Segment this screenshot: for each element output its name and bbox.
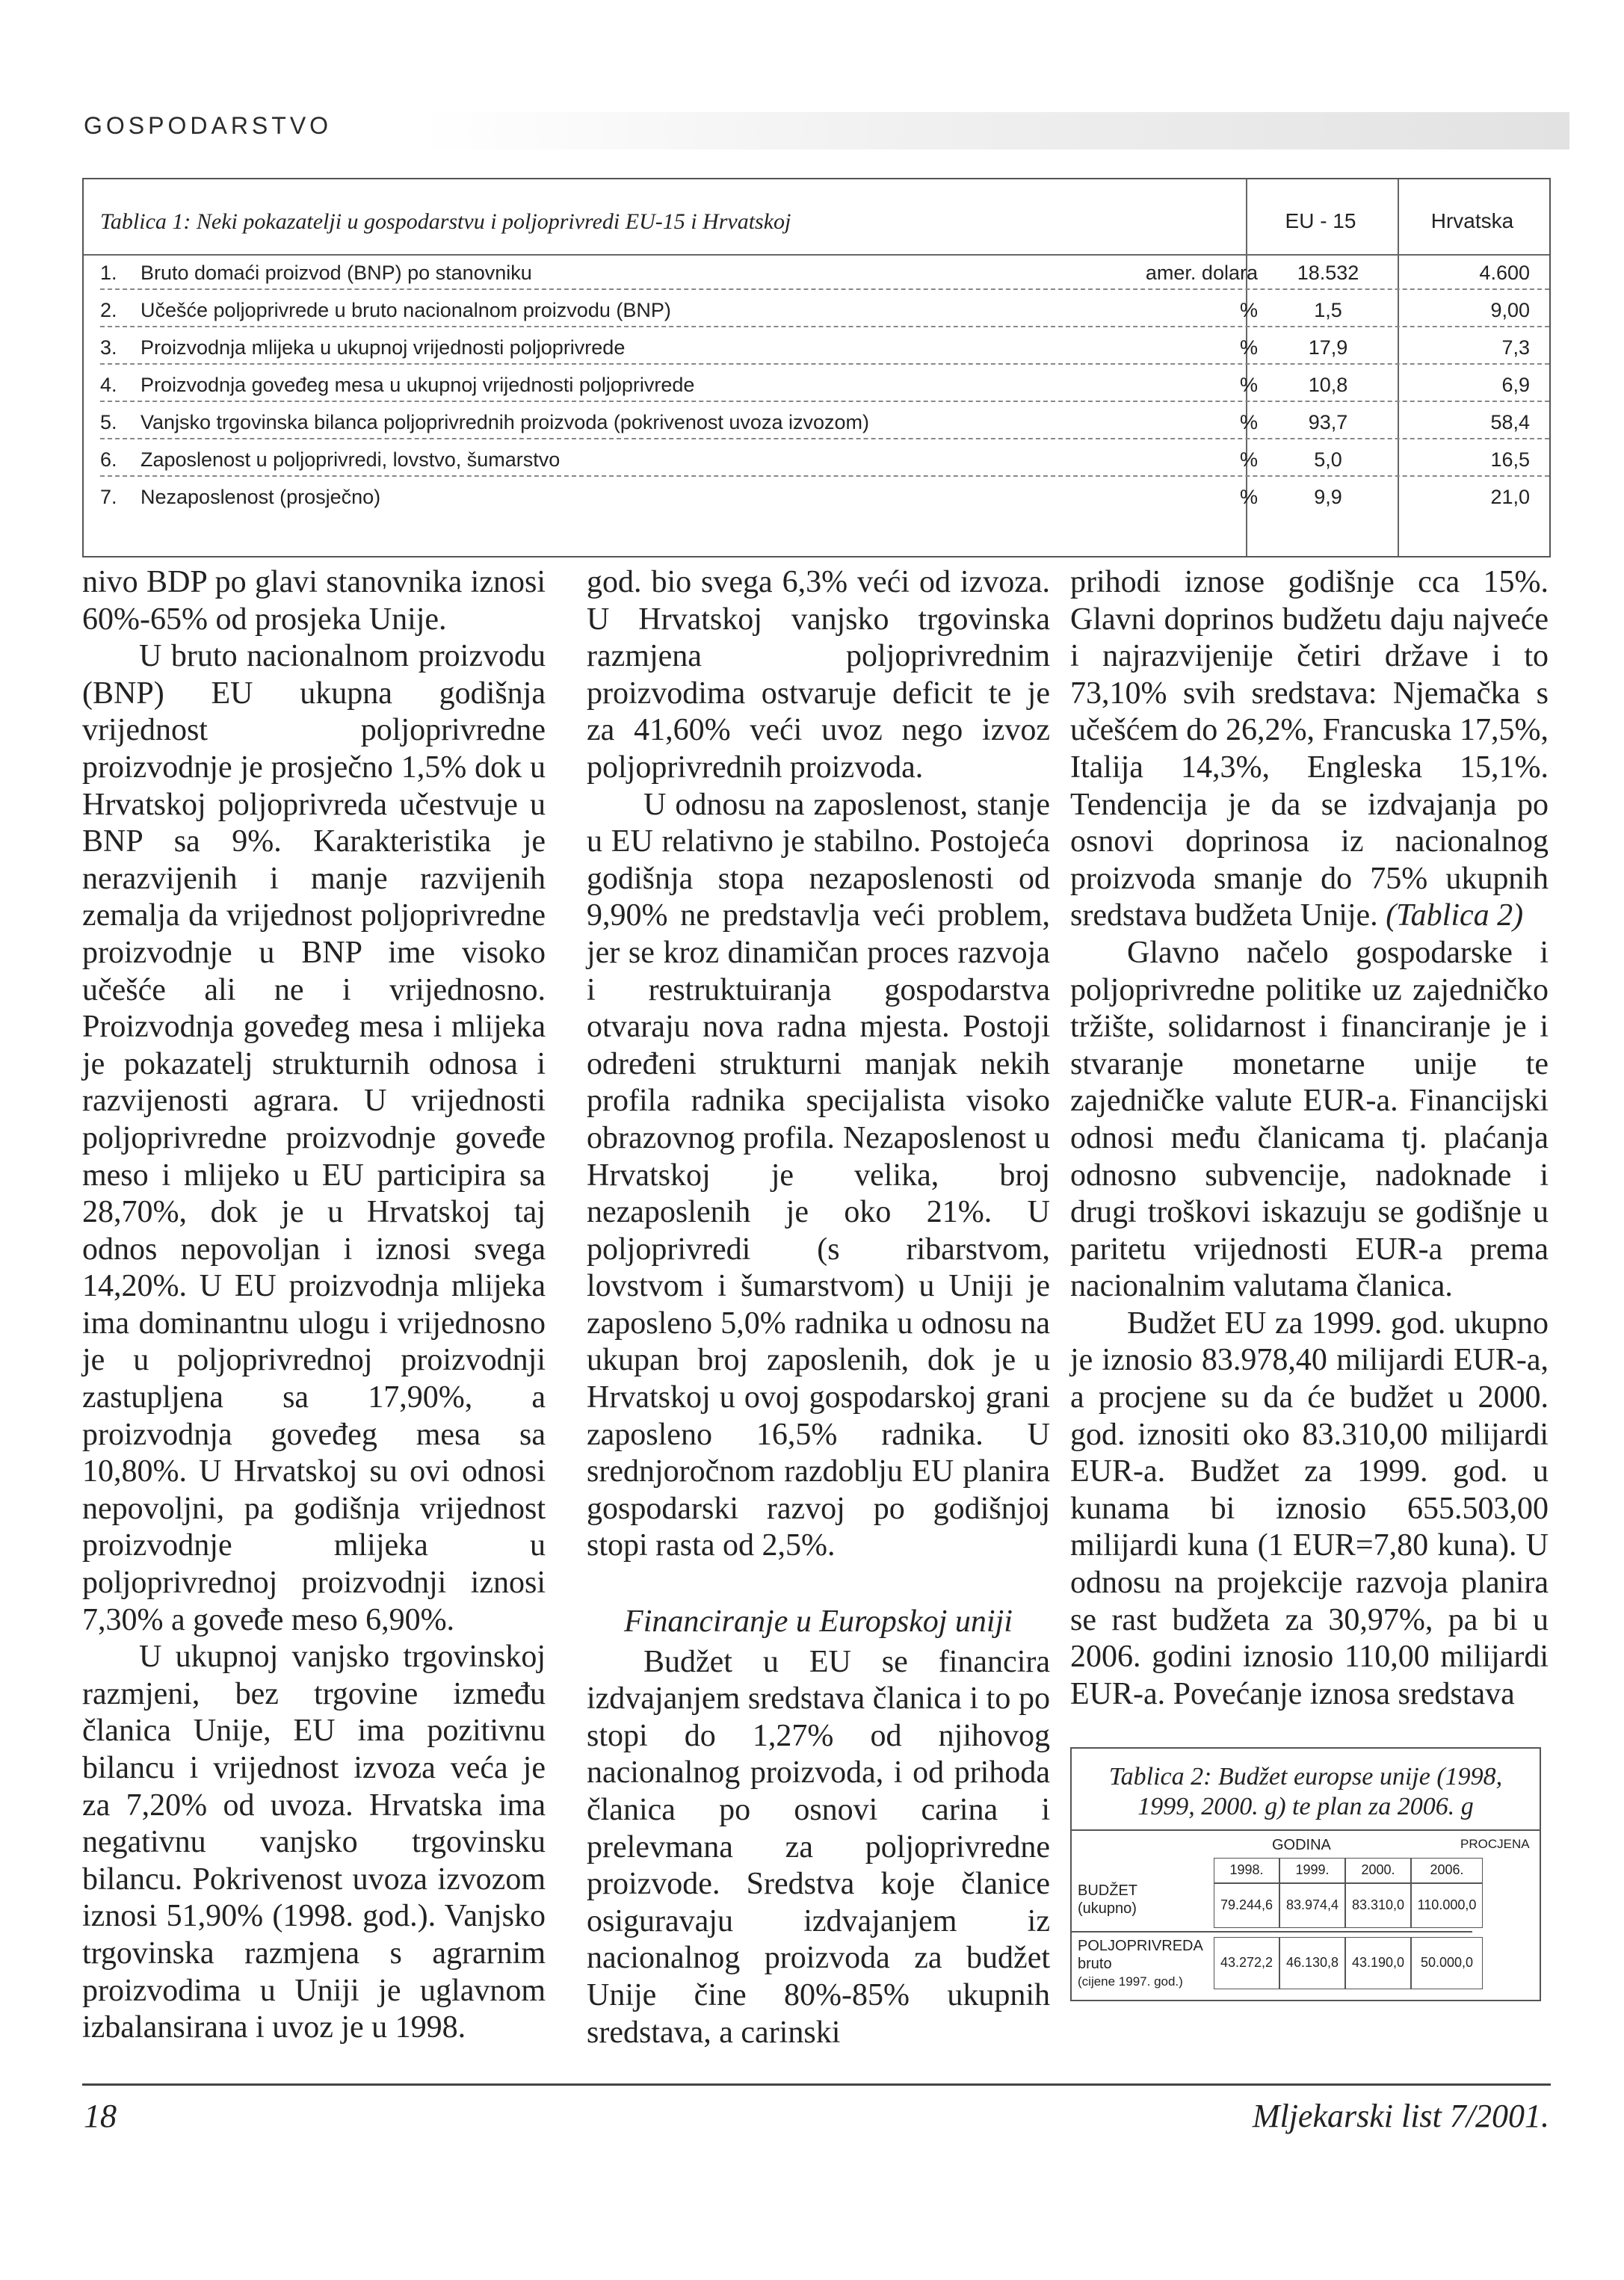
- row-dash: [100, 438, 1549, 439]
- row-eu-value: 18.532: [1297, 262, 1359, 284]
- text-column-1: [82, 564, 546, 2047]
- row-eu-value: 93,7: [1308, 411, 1348, 433]
- row-dash: [100, 326, 1549, 327]
- row-hr-value: 16,5: [1490, 448, 1530, 471]
- row-number: 4.: [100, 374, 117, 396]
- value-cell: 43.190,0: [1345, 1937, 1411, 1989]
- paragraph: Budžet EU za 1999. god. ukupno je iznosio 83.978,40 milijardi EUR-a, a procjene su da će budžet u 2000. god. iznositi oko 83.310,00 milijardi EUR-a. Budžet za 1999. god. u kunama bi iznosio 655.503,00 milijardi kuna (1 EUR=7,80 kuna). U odnosu na projekcije razvoja planira se rast budžeta za 30,97%, pa bi u 2006. godini iznosio 110,00 milijardi EUR-a. Povećanje iznosa sredstava: [1070, 1306, 1549, 1711]
- budzet-sublabel: (ukupno): [1078, 1900, 1137, 1917]
- budzet-label: BUDŽET: [1078, 1882, 1137, 1899]
- value-cell: 83.974,4: [1279, 1883, 1345, 1928]
- table-2-caption-rule: [1072, 1829, 1540, 1831]
- paragraph: U odnosu na zaposlenost, stanje u EU relativno je stabilno. Postojeća godišnja stopa nezaposlenosti od 9,90% ne predstavlja veći problem, jer se kroz dinamičan proces razvoja i restruktuiranja gospodarstva otvaraju nova radna mjesta. Postoji određeni strukturni manjak nekih profila radnika specijalista visoko obrazovnog profila. Nezaposlenost u Hrvatskoj je velika, broj nezaposlenih je oko 21%. U poljoprivredi (s ribarstvom, lovstvom i šumarstvom) u Uniji je zaposleno 5,0% radnika u odnosu na ukupan broj zaposlenih, dok je u Hrvatskoj u ovoj gospodarskoj grani zaposleno 16,5% radnika. U srednjoročnom razdoblju EU planira gospodarski razvoj po godišnjoj stopi rasta od 2,5%.: [587, 787, 1050, 1563]
- poljoprivreda-label: POLJOPRIVREDA: [1078, 1938, 1203, 1954]
- year-cell: 1999.: [1279, 1858, 1345, 1883]
- year-cell: 2006.: [1411, 1858, 1483, 1883]
- row-eu-value: 1,5: [1314, 299, 1342, 321]
- year-cell: 1998.: [1214, 1858, 1279, 1883]
- row-unit: %: [1239, 411, 1258, 433]
- row-dash: [100, 363, 1549, 365]
- value-cell: 110.000,0: [1411, 1883, 1483, 1928]
- section-title: GOSPODARSTVO: [84, 112, 333, 139]
- row-label: Učešće poljoprivrede u bruto nacionalnom proizvodu (BNP): [141, 299, 671, 321]
- value-cell: 79.244,6: [1214, 1883, 1279, 1928]
- row-unit: %: [1239, 299, 1258, 321]
- row-hr-value: 4.600: [1479, 262, 1530, 284]
- row-unit: %: [1239, 336, 1258, 359]
- row-dash: [100, 475, 1549, 477]
- row-unit: %: [1239, 374, 1258, 396]
- table-row: [84, 444, 1549, 477]
- table-1-caption: Tablica 1: Neki pokazatelji u gospodarstvu i poljoprivredi EU-15 i Hrvatskoj: [100, 209, 791, 234]
- text-column-3: [1070, 564, 1549, 1713]
- procjena-label: PROCJENA: [1460, 1837, 1530, 1851]
- row-label: Vanjsko trgovinska bilanca poljoprivrednih proizvoda (pokrivenost uvoza izvozom): [141, 411, 869, 433]
- table-reference: (Tablica 2): [1386, 898, 1524, 933]
- value-cell: 46.130,8: [1279, 1937, 1345, 1989]
- row-label: Nezaposlenost (prosječno): [141, 486, 381, 508]
- table-row: [84, 407, 1549, 439]
- row-hr-value: 6,9: [1501, 374, 1530, 396]
- table-1: [82, 178, 1551, 557]
- table-row: [84, 257, 1549, 290]
- row-number: 5.: [100, 411, 117, 433]
- year-cell: 2000.: [1345, 1858, 1411, 1883]
- row-number: 7.: [100, 486, 117, 508]
- value-cell: 50.000,0: [1411, 1937, 1483, 1989]
- paragraph: Budžet u EU se financira izdvajanjem sredstava članica i to po stopi do 1,27% od njihovog nacionalnog proizvoda, i od prihoda članica po osnovi carina i prelevmana za poljoprivredne proizvode. Sredstva koje članice osiguravaju izdvajanjem iz nacionalnog proizvoda za budžet Unije čine 80%-85% ukupnih sredstava, a carinski: [587, 1644, 1050, 2050]
- table-row: [84, 294, 1549, 327]
- row-eu-value: 17,9: [1308, 336, 1348, 359]
- page-number: 18: [84, 2098, 117, 2134]
- row-number: 6.: [100, 448, 117, 471]
- row-dash: [100, 401, 1549, 402]
- paragraph: U ukupnoj vanjsko trgovinskoj razmjeni, bez trgovine između članica Unije, EU ima pozitivnu bilancu i vrijednost izvoza veća je za 7,20% od uvoza. Hrvatska ima negativnu vanjsko trgovinsku bilancu. Pokrivenost uvoza izvozom iznosi 51,90% (1998. god.). Vanjsko trgovinska razmjena s agrarnim proizvodima u Uniji je uglavnom izbalansirana i uvoz je u 1998.: [82, 1640, 546, 2045]
- table-1-col-hr: Hrvatska: [1430, 209, 1514, 232]
- poljoprivreda-sublabel: bruto: [1078, 1956, 1112, 1972]
- table-1-col-eu: EU - 15: [1285, 209, 1356, 232]
- footer-rule: [82, 2083, 1551, 2086]
- paragraph: [1070, 564, 1549, 935]
- row-dash: [100, 288, 1549, 290]
- value-cell: 83.310,0: [1345, 1883, 1411, 1928]
- row-eu-value: 10,8: [1308, 374, 1348, 396]
- table-2-row-rule: [1072, 1931, 1472, 1933]
- row-number: 3.: [100, 336, 117, 359]
- row-eu-value: 5,0: [1314, 448, 1342, 471]
- row-number: 2.: [100, 299, 117, 321]
- paragraph: god. bio svega 6,3% veći od izvoza. U Hrvatskoj vanjsko trgovinska razmjena poljoprivrednim proizvodima ostvaruje deficit te je za 41,60% veći uvoz nego izvoz poljoprivrednih proizvoda.: [587, 565, 1050, 785]
- text-column-2: [587, 564, 1050, 2051]
- header-band: [419, 112, 1569, 149]
- poljoprivreda-note: (cijene 1997. god.): [1078, 1974, 1183, 1989]
- table-1-header-rule: [84, 254, 1549, 256]
- row-unit: amer. dolara: [1145, 262, 1258, 284]
- row-hr-value: 58,4: [1490, 411, 1530, 433]
- row-number: 1.: [100, 262, 117, 284]
- table-2-caption: Tablica 2: Budžet europse unije (1998, 1999, 2000. g) te plan za 2006. g: [1108, 1763, 1503, 1820]
- godina-label: GODINA: [1272, 1837, 1331, 1853]
- row-label: Proizvodnja mlijeka u ukupnoj vrijednosti poljoprivrede: [141, 336, 626, 359]
- table-row: [84, 332, 1549, 365]
- row-hr-value: 9,00: [1490, 299, 1530, 321]
- table-2: [1070, 1747, 1541, 2001]
- paragraph: nivo BDP po glavi stanovnika iznosi 60%-65% od prosjeka Unije.: [82, 565, 546, 637]
- row-label: Proizvodnja goveđeg mesa u ukupnoj vrijednosti poljoprivrede: [141, 374, 695, 396]
- row-eu-value: 9,9: [1314, 486, 1342, 508]
- row-label: Bruto domaći proizvod (BNP) po stanovniku: [141, 262, 532, 284]
- table-row: [84, 369, 1549, 402]
- paragraph: Glavno načelo gospodarske i poljoprivredne politike uz zajedničko tržište, solidarnost i financiranje je i stvaranje monetarne unije te zajedničke valute EUR-a. Financijski odnosi među članicama tj. plaćanja odnosno subvencije, nadoknade i drugi troškovi iskazuju se godišnje u paritetu vrijednosti EUR-a prema nacionalnim valutama članica.: [1070, 935, 1549, 1304]
- section-heading: Financiranje u Europskoj uniji: [624, 1604, 1013, 1640]
- row-hr-value: 21,0: [1490, 486, 1530, 508]
- row-label: Zaposlenost u poljoprivredi, lovstvo, šumarstvo: [141, 448, 561, 471]
- journal-title: Mljekarski list 7/2001.: [1252, 2098, 1549, 2134]
- table-row: [84, 481, 1549, 514]
- paragraph: U bruto nacionalnom proizvodu (BNP) EU ukupna godišnja vrijednost poljoprivredne proizvodnje je prosječno 1,5% dok u Hrvatskoj poljoprivreda učestvuje u BNP sa 9%. Karakteristika je nerazvijenih i manje razvijenih zemalja da vrijednost poljoprivredne proizvodnje u BNP ime visoko učešće ali ne i vrijednosno. Proizvodnja goveđeg mesa i mlijeka je pokazatelj strukturnih odnosa i razvijenosti agrara. U vrijednosti poljoprivredne proizvodnje goveđe meso i mlijeko u EU participira sa 28,70%, dok je u Hrvatskoj taj odnos nepovoljan i iznosi svega 14,20%. U EU proizvodnja mlijeka ima dominantnu ulogu i vrijednosno je u poljoprivrednoj proizvodnji zastupljena sa 17,90%, a proizvodnja goveđeg mesa sa 10,80%. U Hrvatskoj su ovi odnosi nepovoljni, pa godišnja vrijednost proizvodnje mlijeka u poljoprivrednoj proizvodnji iznosi 7,30% a goveđe meso 6,90%.: [82, 639, 546, 1637]
- row-unit: %: [1239, 448, 1258, 471]
- row-unit: %: [1239, 486, 1258, 508]
- row-hr-value: 7,3: [1501, 336, 1530, 359]
- paragraph-text: prihodi iznose godišnje cca 15%. Glavni doprinos budžetu daju najveće i najrazvijenije četiri države i to 73,10% svih sredstava: Njemačka s učešćem do 26,2%, Francuska 17,5%, Italija 14,3%, Engleska 15,1%. Tendencija je da se izdvajanja po osnovi doprinosa iz nacionalnog proizvoda smanje do 75% ukupnih sredstava budžeta Unije.: [1070, 565, 1549, 933]
- value-cell: 43.272,2: [1214, 1937, 1279, 1989]
